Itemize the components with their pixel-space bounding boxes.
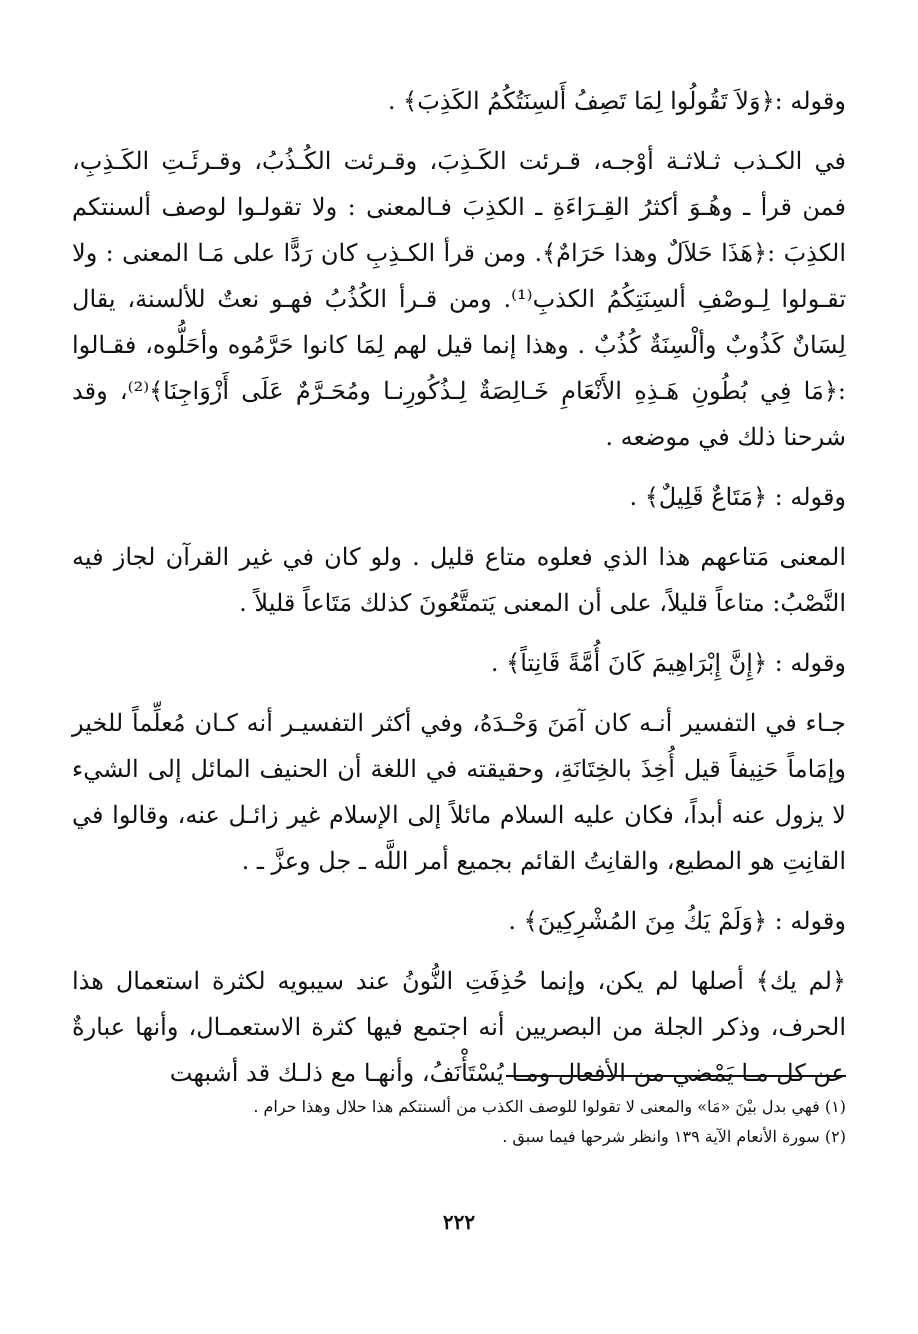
footnote-divider <box>506 1075 846 1077</box>
verse-heading-4: وقوله : ﴿وَلَمْ يَكُ مِنَ المُشْرِكِينَ﴾ . <box>508 907 846 935</box>
page-body <box>72 78 846 1096</box>
footnote-2: (٢) سورة الأنعام الآية ١٣٩ وانظر شرحها فيما سبق . <box>502 1127 846 1146</box>
footnote-1: (١) فهي بدل بيْنَ «مَا» والمعنى لا تقولوا للوصف الكذب من ألسنتكم هذا حلال وهذا حرام . <box>253 1097 846 1116</box>
footnotes <box>72 1092 846 1152</box>
paragraph-4: ﴿لم يك﴾ أصلها لم يكن، وإنما حُذِفَتِ النُّونُ عند سيبويه لكثرة استعمال هذا الحرف، وذكر الجلة من البصريين أنه اجتمع فيها كثرة الاستعمـال، وأنها عبارةٌ عن كل مـا يَمْضي من الأفعال ومـا يُسْتَأْنَفُ، وأنهـا مع ذلـك قد أشبهت <box>72 967 846 1087</box>
verse-heading-3: وقوله : ﴿إِنَّ إِبْرَاهِيمَ كَانَ أُمَّةً قَانِتاً﴾ . <box>490 649 846 677</box>
verse-heading-2: وقوله : ﴿مَتَاعٌ قَلِيلٌ﴾ . <box>629 483 846 511</box>
paragraph-1: في الكـذب ثـلاثـة أوْجـه، قـرئت الكَـذِبَ، وقـرئت الكُـذُبُ، وقـرئَـتِ الكَـذِبِ، فمن قرأ ـ وهُـوَ أكثرُ القِـرَاءَةِ ـ الكذِبَ فـالمعنى : ولا تقولـوا لوصف ألسنتكم الكذِبَ :﴿هَذَا حَلاَلٌ وهذا حَرَامٌ﴾. ومن قرأ الكـذِبِ كان رَدًّا على مَـا المعنى : ولا تقـولوا لِـوصْفِ ألسِنَتِكُمُ الكذبِ⁽¹⁾. ومن قـرأ الكُذُبُ فهـو نعتٌ للألسنة، يقال لِسَانٌ كَذُوبٌ وألْسِنَةٌ كُذُبٌ . وهذا إنما قيل لهم لِمَا كانوا حَرَّمُوه وأحَلُّوه، فقـالوا :﴿مَا فِي بُطُونِ هَـذِهِ الأَنْعَامِ خَـالِصَةٌ لِـذُكُورِنـا ومُحَـرَّمٌ عَلَى أَزْوَاجِنَا﴾⁽²⁾، وقد شرحنا ذلك في موضعه . <box>72 147 846 451</box>
page-number: ٢٢٢ <box>442 1210 476 1234</box>
paragraph-2: المعنى مَتاعهم هذا الذي فعلوه متاع قليل . ولو كان في غير القرآن لجاز فيه النَّصْبُ: متاعاً قليلاً، على أن المعنى يَتمتَّعُونَ كذلك مَتَاعاً قليلاً . <box>72 543 846 617</box>
paragraph-3: جـاء في التفسير أنـه كان آمَنَ وَحْـدَهُ، وفي أكثر التفسيـر أنه كـان مُعلِّماً للخير وإمَاماً حَنِيفاً قيل أُخِذَ بالخِتَانَةِ، وحقيقته في اللغة أن الحنيف المائل إلى الشيء لا يزول عنه أبداً، فكان عليه السلام مائلاً إلى الإسلام غير زائـل عنه، وقالوا في القانِتِ هو المطيع، والقانِتُ القائم بجميع أمر اللَّه ـ جل وعزَّ ـ . <box>72 709 846 875</box>
verse-heading-1: وقوله :﴿وَلاَ تَقُولُوا لِمَا تَصِفُ أَلسِنَتُكُمُ الكَذِبَ﴾ . <box>387 87 846 115</box>
